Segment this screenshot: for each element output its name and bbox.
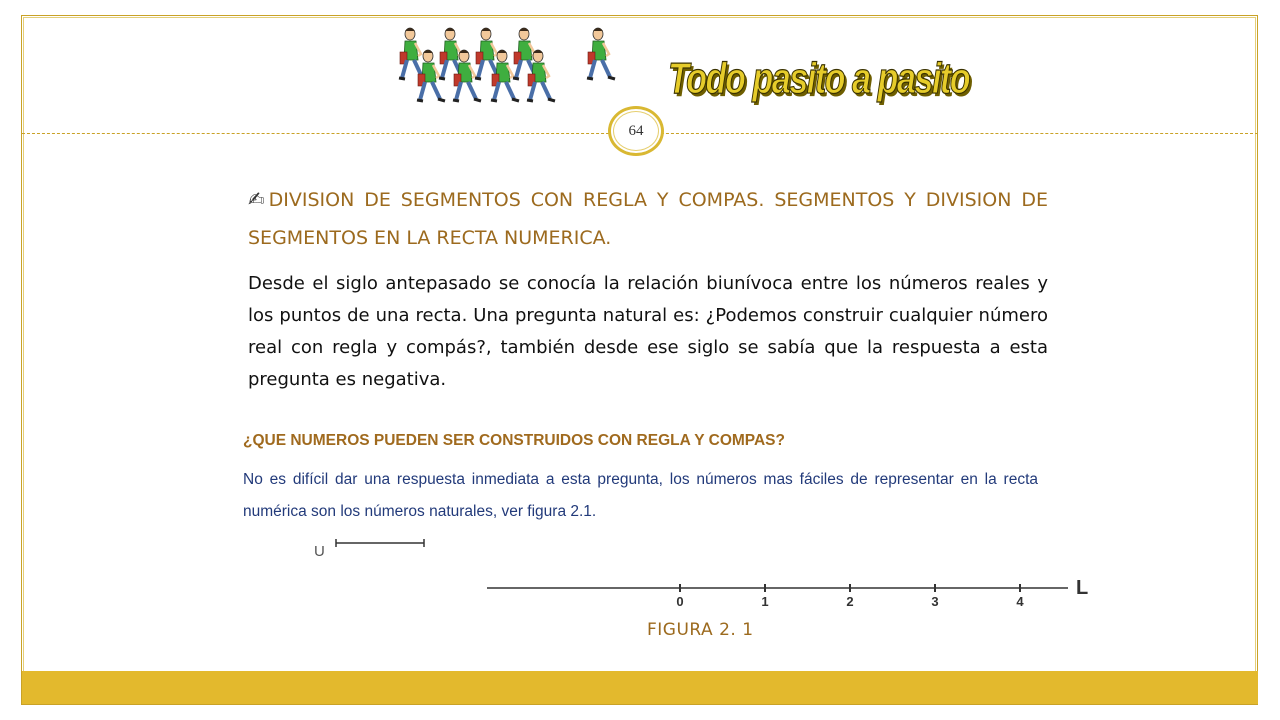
line-label: L — [1076, 577, 1089, 599]
footer-bar — [22, 671, 1258, 704]
tick-label-1: 1 — [761, 594, 769, 609]
answer-paragraph: No es difícil dar una respuesta inmediata a esta pregunta, los números mas fáciles de representar en la recta numérica son los números naturales, ver figura 2.1. — [243, 471, 1038, 520]
walking-people-illustration — [390, 24, 640, 132]
tick-label-3: 3 — [931, 594, 939, 609]
tick-label-2: 2 — [846, 594, 854, 609]
page-number-badge — [608, 106, 664, 156]
section-title — [248, 180, 1048, 257]
page-number: 64 — [628, 122, 644, 139]
section-title-text: DIVISION DE SEGMENTOS CON REGLA Y COMPAS. SEGMENTOS Y DIVISION DE SEGMENTOS EN LA RECTA NUMERICA. — [248, 189, 1048, 249]
question-heading: ¿QUE NUMEROS PUEDEN SER CONSTRUIDOS CON REGLA Y COMPAS? — [243, 432, 785, 449]
walker-figure — [587, 28, 615, 79]
tick-label-0: 0 — [676, 594, 684, 609]
unit-label: U — [314, 543, 325, 560]
pen-writing-icon: ✍ — [248, 187, 269, 211]
tick-label-4: 4 — [1016, 594, 1024, 609]
number-line-figure — [300, 528, 1120, 618]
intro-paragraph: Desde el siglo antepasado se conocía la relación biunívoca entre los números reales y los puntos de una recta. Una pregunta natural es: ¿Podemos construir cualquier número real con regla y compás?, también desde ese siglo se sabía que la respuesta a esta pregunta es negativa. — [248, 273, 1048, 390]
header-title: Todo pasito a pasito — [668, 54, 970, 103]
figure-caption: FIGURA 2. 1 — [647, 620, 754, 640]
